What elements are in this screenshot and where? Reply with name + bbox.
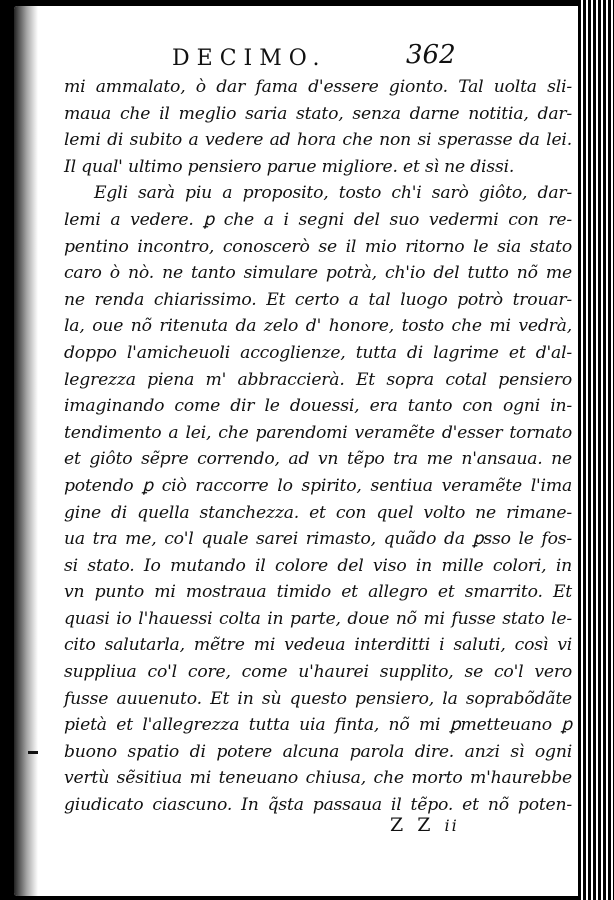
signature-letters: Z Z — [390, 814, 435, 836]
text-line: vn punto mi mostraua timido et allegro et smarrito. Et — [64, 582, 572, 603]
body-text — [64, 74, 572, 819]
text-line: pentino incontro, conoscerò se il mio ritorno le sia stato — [64, 236, 572, 257]
text-line: lemi di subito a vedere ad hora che non si sperasse da lei. — [64, 130, 572, 151]
running-title: DECIMO. — [172, 46, 327, 71]
text-line: cito salutarla, mẽtre mi vedeua interditti i saluti, così vi — [64, 635, 572, 656]
text-line: giudicato ciascuno. In q̃sta passaua il tẽpo. et nõ poten- — [64, 795, 572, 816]
text-line: ua tra me, co'l quale sarei rimasto, quãdo da ꝑsso le fos- — [64, 529, 572, 550]
signature-number: ii — [444, 816, 459, 835]
text-line: suppliua co'l core, come u'haurei supplito, se co'l vero — [64, 662, 572, 683]
text-line: mi ammalato, ò dar fama d'essere gionto. Tal uolta sli- — [64, 77, 572, 97]
text-line: buono spatio di potere alcuna parola dire. anzi sì ogni — [64, 741, 572, 762]
page-number: 362 — [406, 40, 456, 70]
text-line: gine di quella stanchezza. et con quel volto ne rimane- — [64, 502, 572, 523]
text-line: vertù sẽsitiua mi teneuano chiusa, che morto m'haurebbe — [64, 768, 572, 789]
binding-gutter-shadow — [14, 6, 38, 896]
text-line: pietà et l'allegrezza tutta uia finta, nõ mi ꝑmetteuano ꝑ — [64, 715, 572, 736]
text-line: maua che il meglio saria stato, senza darne notitia, dar- — [64, 103, 572, 124]
text-line: Egli sarà piu a proposito, tosto ch'i sarò giôto, dar- — [94, 183, 572, 204]
margin-mark — [28, 751, 38, 754]
text-line: quasi io l'hauessi colta in parte, doue nõ mi fusse stato le- — [64, 608, 572, 629]
text-line: fusse auuenuto. Et in sù questo pensiero, la soprabõdãte — [64, 688, 572, 709]
text-line: caro ò nò. ne tanto simulare potrà, ch'io del tutto nõ me — [64, 263, 572, 284]
text-line: lemi a vedere. ꝑ che a i segni del suo vedermi con re- — [64, 209, 572, 230]
text-line: potendo ꝑ ciò raccorre lo spirito, sentiua veramẽte l'ima — [64, 475, 572, 496]
text-line: et giôto sẽpre correndo, ad vn tẽpo tra me n'ansaua. ne — [64, 449, 572, 470]
text-line: doppo l'amicheuoli accoglienze, tutta di lagrime et d'al- — [64, 342, 572, 363]
text-line: legrezza piena m' abbraccierà. Et sopra cotal pensiero — [64, 369, 572, 390]
text-line: Il qual' ultimo pensiero parue migliore. et sì ne dissi. — [64, 156, 515, 177]
signature-mark — [390, 814, 459, 836]
text-line: tendimento a lei, che parendomi veramẽte d'esser tornato — [64, 422, 572, 443]
text-line: la, oue nõ ritenuta da zelo d' honore, tosto che mi vedrà, — [64, 316, 572, 337]
page-stack-edge — [578, 0, 614, 900]
text-line: imaginando come dir le douessi, era tanto con ogni in- — [64, 396, 572, 417]
text-line: ne renda chiarissimo. Et certo a tal luogo potrò trouar- — [64, 289, 572, 310]
text-line: si stato. Io mutando il colore del viso in mille colori, in — [64, 555, 572, 576]
paper-page — [14, 6, 586, 896]
